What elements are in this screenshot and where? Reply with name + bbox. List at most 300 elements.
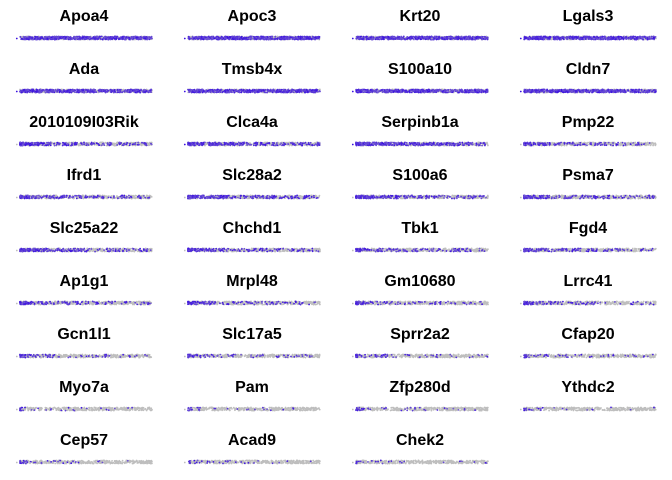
cell-point bbox=[88, 36, 90, 38]
cell-point bbox=[556, 36, 558, 38]
cell-point bbox=[120, 91, 122, 93]
cell-point bbox=[117, 37, 119, 39]
cell-point bbox=[51, 36, 53, 38]
cell-point bbox=[600, 36, 602, 38]
cell-point bbox=[477, 38, 479, 40]
cell-point bbox=[574, 36, 576, 38]
cell-point bbox=[281, 36, 283, 38]
cell-point bbox=[239, 38, 241, 40]
cell-point bbox=[118, 91, 120, 93]
cell-point bbox=[534, 36, 536, 38]
cell-point bbox=[67, 91, 69, 93]
cell-point bbox=[274, 38, 276, 40]
cell-point bbox=[243, 37, 245, 39]
cell-point bbox=[599, 36, 601, 38]
cell-point bbox=[269, 36, 271, 38]
cell-point bbox=[649, 36, 651, 38]
cell-point bbox=[451, 39, 453, 41]
cell-point bbox=[74, 36, 76, 38]
cell-point bbox=[473, 36, 475, 38]
panel-scatter bbox=[16, 32, 156, 44]
cell-point bbox=[300, 37, 302, 39]
cell-point bbox=[300, 36, 302, 38]
cell-point bbox=[530, 38, 532, 40]
cell-point bbox=[47, 39, 49, 41]
cell-point bbox=[361, 38, 363, 40]
cell-point bbox=[218, 39, 220, 41]
cell-point bbox=[402, 36, 404, 38]
cell-point bbox=[309, 37, 311, 39]
cell-point bbox=[294, 38, 296, 40]
cell-point bbox=[131, 36, 133, 38]
cell-point bbox=[372, 38, 374, 40]
cell-point bbox=[248, 37, 250, 39]
cell-point bbox=[265, 38, 267, 40]
cell-point bbox=[599, 39, 601, 41]
cell-point bbox=[16, 38, 18, 40]
cell-point bbox=[69, 38, 71, 40]
cell-point bbox=[101, 36, 103, 38]
cell-point bbox=[38, 92, 40, 94]
cell-point bbox=[418, 37, 420, 39]
cell-point bbox=[425, 38, 427, 40]
cell-point bbox=[286, 37, 288, 39]
cell-point bbox=[645, 38, 647, 40]
cell-point bbox=[98, 91, 100, 93]
cell-point bbox=[29, 91, 31, 93]
panel-scatter bbox=[520, 32, 660, 44]
panel-title: Apoa4 bbox=[0, 7, 168, 27]
cell-point bbox=[44, 36, 46, 38]
cell-point bbox=[114, 36, 116, 38]
cell-point bbox=[426, 37, 428, 39]
cell-point bbox=[438, 37, 440, 39]
cell-point bbox=[280, 39, 282, 41]
cell-point bbox=[52, 37, 54, 39]
cell-point bbox=[128, 89, 130, 91]
cell-point bbox=[415, 36, 417, 38]
cell-point bbox=[250, 37, 252, 39]
cell-point bbox=[284, 38, 286, 40]
cell-point bbox=[102, 90, 104, 92]
cell-point bbox=[93, 92, 95, 94]
cell-point bbox=[612, 37, 614, 39]
cell-point bbox=[635, 39, 637, 41]
cell-point bbox=[384, 37, 386, 39]
cell-point bbox=[124, 91, 126, 93]
cell-point bbox=[283, 36, 285, 38]
cell-point bbox=[578, 38, 580, 40]
cell-point bbox=[368, 37, 370, 39]
cell-point bbox=[25, 36, 27, 38]
cell-point bbox=[234, 38, 236, 40]
cell-point bbox=[24, 39, 26, 41]
feature-panel bbox=[0, 2, 168, 55]
cell-point bbox=[352, 38, 354, 40]
cell-point bbox=[472, 36, 474, 38]
cell-point bbox=[94, 89, 96, 91]
cell-point bbox=[196, 37, 198, 39]
cell-point bbox=[630, 36, 632, 38]
cell-point bbox=[604, 37, 606, 39]
panel-scatter bbox=[352, 32, 492, 44]
cell-point bbox=[214, 38, 216, 40]
cell-point bbox=[556, 38, 558, 40]
cell-point bbox=[99, 37, 101, 39]
cell-point bbox=[114, 89, 116, 91]
cell-point bbox=[199, 36, 201, 38]
cell-point bbox=[85, 38, 87, 40]
cell-point bbox=[536, 38, 538, 40]
cell-point bbox=[546, 37, 548, 39]
cell-point bbox=[80, 37, 82, 39]
cell-point bbox=[65, 36, 67, 38]
cell-point bbox=[147, 92, 149, 94]
cell-point bbox=[560, 38, 562, 40]
cell-point bbox=[586, 38, 588, 40]
cell-point bbox=[620, 36, 622, 38]
cell-point bbox=[21, 90, 23, 92]
cell-point bbox=[313, 38, 315, 40]
cell-point bbox=[312, 36, 314, 38]
cell-point bbox=[110, 36, 112, 38]
cell-point bbox=[358, 38, 360, 40]
cell-point bbox=[525, 36, 527, 38]
cell-point bbox=[472, 38, 474, 40]
cell-point bbox=[456, 36, 458, 38]
cell-point bbox=[145, 91, 147, 93]
cell-point bbox=[547, 39, 549, 41]
cell-point bbox=[540, 36, 542, 38]
cell-point bbox=[193, 38, 195, 40]
cell-point bbox=[72, 90, 74, 92]
cell-point bbox=[626, 37, 628, 39]
cell-point bbox=[192, 37, 194, 39]
cell-point bbox=[592, 38, 594, 40]
cell-point bbox=[208, 38, 210, 40]
cell-point bbox=[484, 37, 486, 39]
cell-point bbox=[107, 38, 109, 40]
cell-point bbox=[538, 38, 540, 40]
cell-point bbox=[85, 89, 87, 91]
cell-point bbox=[636, 37, 638, 39]
cell-point bbox=[79, 89, 81, 91]
cell-point bbox=[640, 36, 642, 38]
cell-point bbox=[608, 38, 610, 40]
cell-point bbox=[561, 36, 563, 38]
cell-point bbox=[143, 37, 145, 39]
cell-point bbox=[133, 90, 135, 92]
cell-point bbox=[259, 38, 261, 40]
cell-point bbox=[204, 36, 206, 38]
cell-point bbox=[586, 36, 588, 38]
cell-point bbox=[410, 37, 412, 39]
cell-point bbox=[148, 37, 150, 39]
cell-point bbox=[569, 37, 571, 39]
cell-point bbox=[376, 37, 378, 39]
cell-point bbox=[44, 89, 46, 91]
cell-point bbox=[36, 36, 38, 38]
cell-point bbox=[51, 38, 53, 40]
cell-point bbox=[469, 37, 471, 39]
cell-point bbox=[282, 38, 284, 40]
cell-point bbox=[290, 38, 292, 40]
feature-panel bbox=[168, 2, 336, 55]
cell-point bbox=[150, 90, 152, 92]
cell-point bbox=[130, 38, 132, 40]
cell-point bbox=[132, 39, 134, 41]
cell-point bbox=[122, 37, 124, 39]
panel-title: Tmsb4x bbox=[168, 60, 336, 80]
cell-point bbox=[605, 38, 607, 40]
feature-panel bbox=[168, 55, 336, 108]
cell-point bbox=[319, 36, 321, 38]
cell-point bbox=[42, 89, 44, 91]
cell-point bbox=[140, 90, 142, 92]
cell-point bbox=[202, 36, 204, 38]
cell-point bbox=[383, 38, 385, 40]
cell-point bbox=[230, 36, 232, 38]
cell-point bbox=[42, 37, 44, 39]
cell-point bbox=[95, 91, 97, 93]
cell-point bbox=[40, 36, 42, 38]
cell-point bbox=[406, 38, 408, 40]
cell-point bbox=[593, 36, 595, 38]
cell-point bbox=[569, 36, 571, 38]
feature-panel bbox=[504, 2, 672, 55]
cell-point bbox=[34, 36, 36, 38]
cell-point bbox=[54, 90, 56, 92]
cell-point bbox=[412, 36, 414, 38]
cell-point bbox=[87, 38, 89, 40]
cell-point bbox=[20, 36, 22, 38]
cell-point bbox=[386, 37, 388, 39]
cell-point bbox=[253, 38, 255, 40]
cell-point bbox=[189, 38, 191, 40]
cell-point bbox=[450, 36, 452, 38]
cell-point bbox=[475, 36, 477, 38]
cell-point bbox=[241, 39, 243, 41]
cell-point bbox=[435, 37, 437, 39]
cell-point bbox=[388, 38, 390, 40]
cell-point bbox=[459, 37, 461, 39]
cell-point bbox=[436, 36, 438, 38]
cell-point bbox=[27, 38, 29, 40]
cell-point bbox=[130, 89, 132, 91]
cell-point bbox=[146, 39, 148, 41]
cell-point bbox=[124, 39, 126, 41]
cell-point bbox=[423, 36, 425, 38]
cell-point bbox=[26, 92, 28, 94]
cell-point bbox=[363, 38, 365, 40]
cell-point bbox=[229, 38, 231, 40]
cell-point bbox=[617, 36, 619, 38]
cell-point bbox=[602, 39, 604, 41]
cell-point bbox=[92, 89, 94, 91]
cell-point bbox=[139, 91, 141, 93]
cell-point bbox=[23, 89, 25, 91]
cell-point bbox=[232, 38, 234, 40]
cell-point bbox=[596, 38, 598, 40]
cell-point bbox=[21, 92, 23, 94]
feature-panel bbox=[0, 55, 168, 108]
cell-point bbox=[255, 39, 257, 41]
cell-point bbox=[370, 38, 372, 40]
cell-point bbox=[77, 89, 79, 91]
cell-point bbox=[271, 38, 273, 40]
cell-point bbox=[643, 36, 645, 38]
panel-title: Krt20 bbox=[336, 7, 504, 27]
cell-point bbox=[446, 38, 448, 40]
cell-point bbox=[554, 36, 556, 38]
cell-point bbox=[582, 37, 584, 39]
cell-point bbox=[610, 36, 612, 38]
cell-point bbox=[373, 37, 375, 39]
panel-scatter bbox=[184, 32, 324, 44]
cell-point bbox=[76, 36, 78, 38]
cell-point bbox=[575, 38, 577, 40]
cell-point bbox=[107, 90, 109, 92]
cell-point bbox=[212, 39, 214, 41]
cell-point bbox=[150, 37, 152, 39]
cell-point bbox=[137, 89, 139, 91]
cell-point bbox=[240, 36, 242, 38]
cell-point bbox=[434, 36, 436, 38]
cell-point bbox=[397, 37, 399, 39]
cell-point bbox=[78, 39, 80, 41]
cell-point bbox=[413, 39, 415, 41]
cell-point bbox=[303, 36, 305, 38]
cell-point bbox=[615, 39, 617, 41]
cell-point bbox=[474, 39, 476, 41]
cell-point bbox=[120, 36, 122, 38]
cell-point bbox=[184, 38, 186, 40]
cell-point bbox=[47, 89, 49, 91]
cell-point bbox=[297, 37, 299, 39]
cell-point bbox=[54, 39, 56, 41]
cell-point bbox=[532, 38, 534, 40]
panel-scatter bbox=[16, 85, 156, 97]
cell-point bbox=[651, 36, 653, 38]
cell-point bbox=[534, 38, 536, 40]
cell-point bbox=[51, 90, 53, 92]
cell-point bbox=[115, 38, 117, 40]
cell-point bbox=[56, 36, 58, 38]
cell-point bbox=[68, 36, 70, 38]
cell-point bbox=[393, 37, 395, 39]
cell-point bbox=[138, 37, 140, 39]
cell-point bbox=[380, 36, 382, 38]
cell-point bbox=[35, 91, 37, 93]
cell-point bbox=[544, 36, 546, 38]
cell-point bbox=[81, 89, 83, 91]
cell-point bbox=[26, 89, 28, 91]
cell-point bbox=[632, 36, 634, 38]
cell-point bbox=[111, 38, 113, 40]
cell-point bbox=[200, 39, 202, 41]
cell-point bbox=[457, 38, 459, 40]
cell-point bbox=[224, 36, 226, 38]
cell-point bbox=[64, 90, 66, 92]
cell-point bbox=[527, 37, 529, 39]
cell-point bbox=[588, 36, 590, 38]
cell-point bbox=[548, 36, 550, 38]
cell-point bbox=[94, 36, 96, 38]
cell-point bbox=[129, 91, 131, 93]
cell-point bbox=[97, 36, 99, 38]
cell-point bbox=[316, 37, 318, 39]
cell-point bbox=[274, 36, 276, 38]
panel-title: Ada bbox=[0, 60, 168, 80]
cell-point bbox=[431, 39, 433, 41]
cell-point bbox=[32, 90, 34, 92]
cell-point bbox=[63, 38, 65, 40]
cell-point bbox=[267, 39, 269, 41]
cell-point bbox=[59, 37, 61, 39]
cell-point bbox=[150, 91, 152, 93]
cell-point bbox=[134, 92, 136, 94]
cell-point bbox=[49, 38, 51, 40]
cell-point bbox=[246, 38, 248, 40]
cell-point bbox=[236, 37, 238, 39]
cell-point bbox=[97, 38, 99, 40]
cell-point bbox=[128, 39, 130, 41]
cell-point bbox=[39, 92, 41, 94]
cell-point bbox=[88, 90, 90, 92]
cell-point bbox=[59, 91, 61, 93]
cell-point bbox=[580, 37, 582, 39]
cell-point bbox=[61, 91, 63, 93]
cell-point bbox=[304, 37, 306, 39]
cell-point bbox=[114, 38, 116, 40]
cell-point bbox=[238, 37, 240, 39]
cell-point bbox=[137, 39, 139, 41]
cell-point bbox=[58, 90, 60, 92]
cell-point bbox=[307, 36, 309, 38]
cell-point bbox=[653, 37, 655, 39]
cell-point bbox=[591, 36, 593, 38]
cell-point bbox=[86, 91, 88, 93]
cell-point bbox=[74, 91, 76, 93]
cell-point bbox=[378, 38, 380, 40]
cell-point bbox=[41, 91, 43, 93]
cell-point bbox=[29, 90, 31, 92]
cell-point bbox=[70, 36, 72, 38]
cell-point bbox=[359, 36, 361, 38]
cell-point bbox=[70, 89, 72, 91]
cell-point bbox=[31, 89, 33, 91]
cell-point bbox=[78, 92, 80, 94]
panel-scatter bbox=[184, 85, 324, 97]
cell-point bbox=[27, 36, 29, 38]
cell-point bbox=[221, 38, 223, 40]
cell-point bbox=[610, 38, 612, 40]
cell-point bbox=[454, 38, 456, 40]
cell-point bbox=[82, 37, 84, 39]
cell-point bbox=[357, 36, 359, 38]
cell-point bbox=[45, 38, 47, 40]
cell-point bbox=[608, 36, 610, 38]
cell-point bbox=[206, 39, 208, 41]
cell-point bbox=[520, 38, 522, 40]
cell-point bbox=[647, 38, 649, 40]
cell-point bbox=[124, 37, 126, 39]
cell-point bbox=[415, 38, 417, 40]
cell-point bbox=[90, 38, 92, 40]
cell-point bbox=[119, 89, 121, 91]
cell-point bbox=[452, 36, 454, 38]
cell-point bbox=[227, 36, 229, 38]
